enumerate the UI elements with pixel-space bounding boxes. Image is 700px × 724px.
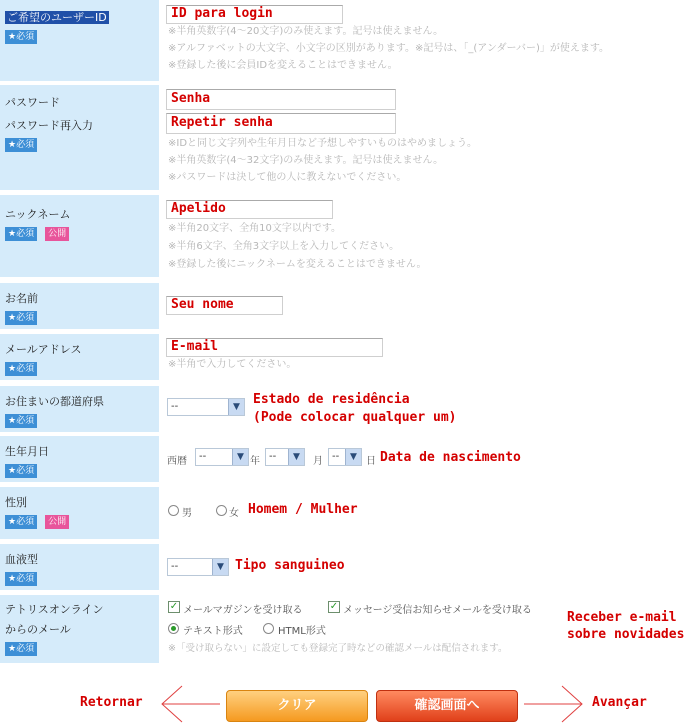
chevron-down-icon: ▼ (232, 449, 248, 465)
nickname-note-2: ※半角6文字、全角3文字以上を入力してください。 (168, 241, 400, 252)
blood-label-cell (0, 544, 159, 590)
arrow-left-icon (160, 684, 222, 724)
gender-female-radio[interactable] (216, 505, 227, 516)
gender-male-radio[interactable] (168, 505, 179, 516)
confirm-button[interactable] (376, 690, 518, 722)
birthday-era-label: 西暦 (167, 456, 187, 467)
required-badge: ★必須 (5, 362, 37, 376)
prefecture-select[interactable] (167, 398, 245, 416)
blood-label: 血液型 (5, 553, 38, 566)
confirm-button-label: 確認画面へ (414, 698, 480, 713)
prefecture-annotation-1: Estado de residência (253, 392, 410, 407)
public-badge: 公開 (45, 515, 69, 529)
birthday-month-select[interactable] (265, 448, 305, 466)
required-badge: ★必須 (5, 642, 37, 656)
mail-label-1: テトリスオンライン (5, 603, 104, 616)
prefecture-annotation-2: (Pode colocar qualquer um) (253, 410, 457, 425)
email-note: ※半角で入力してください。 (168, 359, 297, 370)
nickname-note-3: ※登録した後にニックネームを変えることはできません。 (168, 259, 427, 270)
nickname-note-1: ※半角20文字、全角10文字以内です。 (168, 223, 342, 234)
mail-label-cell (0, 595, 159, 663)
mail-annotation-2: sobre novidades (567, 627, 685, 642)
birthday-day-label: 日 (366, 456, 376, 467)
user-id-note-2: ※アルファベットの大文字、小文字の区別があります。※記号は、「_(アンダーバー)」が使えます。 (168, 43, 610, 54)
birthday-day-select[interactable] (328, 448, 362, 466)
magazine-checkbox[interactable]: ✓ (169, 601, 179, 612)
email-annotation: E-mail (171, 339, 218, 354)
prefecture-label-cell (0, 386, 159, 432)
user-id-note-3: ※登録した後に会員IDを変えることはできません。 (168, 60, 398, 71)
birthday-month-value: -- (269, 451, 277, 462)
password-confirm-label: パスワード再入力 (5, 119, 93, 132)
required-badge: ★必須 (5, 138, 37, 152)
name-annotation: Seu nome (171, 297, 234, 312)
forward-annotation: Avançar (592, 695, 647, 710)
user-id-label: ご希望のユーザーID (7, 11, 107, 24)
prefecture-select-value: -- (171, 401, 179, 412)
user-id-note-1: ※半角英数字(4〜20文字)のみ使えます。記号は使えません。 (168, 26, 444, 37)
birthday-year-label: 年 (250, 456, 260, 467)
email-label-cell (0, 334, 159, 380)
clear-button-label: クリア (277, 698, 317, 713)
message-notify-checkbox[interactable]: ✓ (329, 601, 339, 612)
clear-button[interactable] (226, 690, 368, 722)
gender-label-cell (0, 487, 159, 539)
gender-label: 性別 (5, 496, 27, 509)
nickname-annotation: Apelido (171, 201, 226, 216)
mail-annotation-1: Receber e-mail (567, 610, 677, 625)
name-label-cell (0, 283, 159, 329)
html-format-radio[interactable] (263, 623, 274, 634)
required-badge: ★必須 (5, 572, 37, 586)
name-label: お名前 (5, 292, 38, 305)
blood-select-value: -- (171, 561, 179, 572)
mail-label-2: からのメール (5, 623, 71, 636)
gender-female-label: 女 (229, 508, 239, 519)
chevron-down-icon: ▼ (288, 449, 304, 465)
nickname-label-cell (0, 195, 159, 277)
birthday-year-select[interactable] (195, 448, 249, 466)
chevron-down-icon: ▼ (228, 399, 244, 415)
password-note-3: ※パスワードは決して他の人に教えないでください。 (168, 172, 407, 183)
birthday-day-value: -- (332, 451, 340, 462)
user-id-annotation: ID para login (171, 6, 273, 21)
gender-male-label: 男 (182, 508, 192, 519)
required-badge: ★必須 (5, 515, 37, 529)
magazine-label: メールマガジンを受け取る (183, 605, 303, 616)
password-label: パスワード (5, 96, 60, 109)
required-badge: ★必須 (5, 311, 37, 325)
required-badge: ★必須 (5, 227, 37, 241)
birthday-label: 生年月日 (5, 445, 49, 458)
message-notify-label: メッセージ受信お知らせメールを受け取る (343, 605, 532, 616)
required-badge: ★必須 (5, 414, 37, 428)
text-format-radio[interactable] (168, 623, 179, 634)
chevron-down-icon: ▼ (345, 449, 361, 465)
nickname-label: ニックネーム (5, 208, 71, 221)
html-format-label: HTML形式 (278, 626, 326, 637)
email-label: メールアドレス (5, 343, 82, 356)
gender-annotation: Homem / Mulher (248, 502, 358, 517)
birthday-month-label: 月 (313, 456, 323, 467)
mail-note: ※「受け取らない」に設定しても登録完了時などの確認メールは配信されます。 (168, 643, 508, 654)
password-confirm-annotation: Repetir senha (171, 115, 273, 130)
password-note-2: ※半角英数字(4〜32文字)のみ使えます。記号は使えません。 (168, 155, 444, 166)
prefecture-label: お住まいの都道府県 (5, 395, 104, 408)
chevron-down-icon: ▼ (212, 559, 228, 575)
user-id-label-cell (0, 0, 159, 81)
blood-select[interactable] (167, 558, 229, 576)
password-annotation: Senha (171, 91, 211, 106)
birthday-label-cell (0, 436, 159, 482)
password-label-cell (0, 85, 159, 190)
required-badge: ★必須 (5, 464, 37, 478)
birthday-year-value: -- (199, 451, 207, 462)
arrow-right-icon (522, 684, 584, 724)
public-badge: 公開 (45, 227, 69, 241)
required-badge: ★必須 (5, 30, 37, 44)
blood-annotation: Tipo sanguineo (235, 558, 345, 573)
password-note-1: ※IDと同じ文字列や生年月日など予想しやすいものはやめましょう。 (168, 138, 478, 149)
text-format-label: テキスト形式 (183, 626, 243, 637)
back-annotation: Retornar (80, 695, 143, 710)
birthday-annotation: Data de nascimento (380, 450, 521, 465)
